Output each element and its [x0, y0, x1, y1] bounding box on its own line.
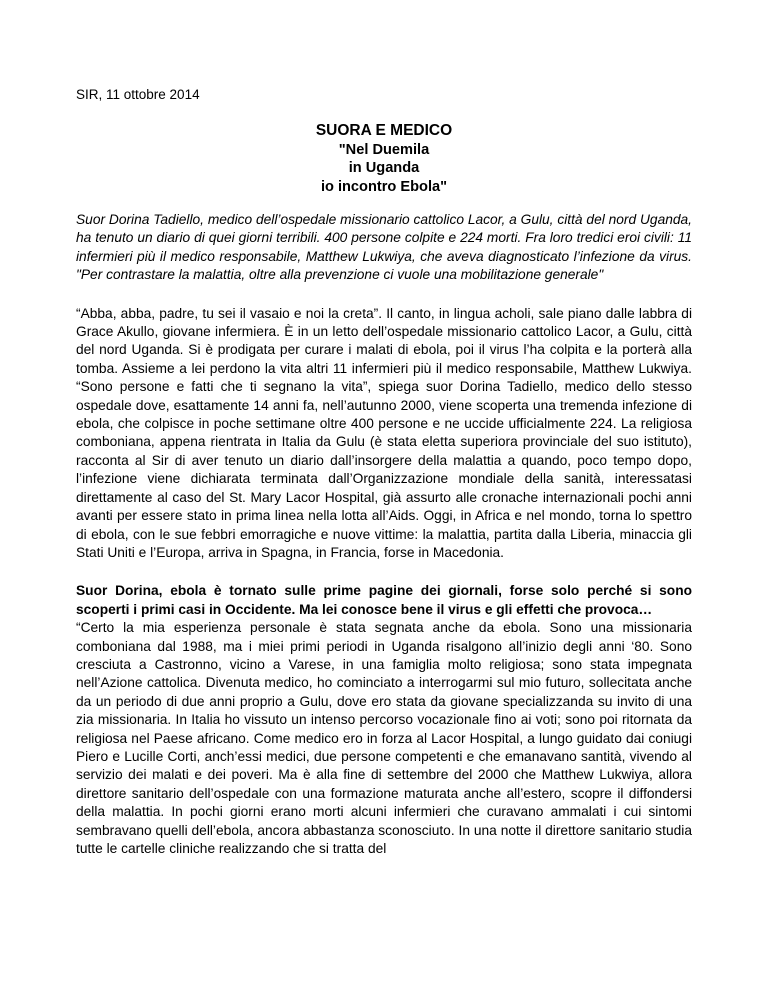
title-line-4: io incontro Ebola": [320, 178, 448, 195]
interview-answer: “Certo la mia esperienza personale è stata segnata anche da ebola. Sono una missionaria comboniana dal 1988, ma i miei primi periodi in Uganda risalgono all’inizio degli anni ‘80. Sono cresciuta a Castronno, vicino a Varese, in una famiglia molto religiosa; sono stata impegnata nell’Azione cattolica. Divenuta medico, ho cominciato a interrogarmi sul mio futuro, sollecitata anche da un periodo di due anni proprio a Gulu, dove ero stata da giovane specializzanda su invito di una zia missionaria. In Italia ho vissuto un intenso percorso vocazionale fino ai voti; sono poi ritornata da religiosa nel Paese africano. Come medico ero in forza al Lacor Hospital, a lungo guidato dai coniugi Piero e Lucille Corti, anch’essi medici, due persone competenti e che emanavano santità, vivendo al servizio dei malati e dei poveri. Ma è alla fine di settembre del 2000 che Matthew Lukwiya, allora direttore sanitario dell’ospedale con una formazione maturata anche all’estero, scopre il diffondersi della malattia. In pochi giorni erano morti alcuni infermieri che curavano ammalati i cui sintomi sembravano quelli dell’ebola, ancora abbastanza sconosciuto. In una notte il direttore sanitario studia tutte le cartelle cliniche realizzando che si tratta del: [76, 620, 692, 856]
title-line-1: SUORA E MEDICO: [315, 122, 453, 139]
title-line-2: "Nel Duemila: [338, 141, 430, 158]
document-page: [76, 86, 692, 858]
lead-paragraph: Suor Dorina Tadiello, medico dell’ospedale missionario cattolico Lacor, a Gulu, città del nord Uganda, ha tenuto un diario di quei giorni terribili. 400 persone colpite e 224 morti. Fra loro tredici eroi civili: 11 infermieri più il medico responsabile, Matthew Lukwiya, che aveva diagnosticato l’infezione da virus. "Per contrastare la malattia, oltre alla prevenzione ci vuole una mobilitazione generale": [76, 212, 692, 283]
body-paragraph: “Abba, abba, padre, tu sei il vasaio e noi la creta”. Il canto, in lingua acholi, sale piano dalle labbra di Grace Akullo, giovane infermiera. È in un letto dell’ospedale missionario cattolico Lacor, a Gulu, città del nord Uganda. Si è prodigata per curare i malati di ebola, poi il virus l’ha colpita e la porterà alla tomba. Assieme a lei perdono la vita altri 11 infermieri più il medico responsabile, Matthew Lukwiya. “Sono persone e fatti che ti segnano la vita”, spiega suor Dorina Tadiello, medico dello stesso ospedale dove, esattamente 14 anni fa, nell’autunno 2000, viene scoperta una tremenda infezione di ebola, che colpisce in poche settimane oltre 400 persone e ne uccide ufficialmente 224. La religiosa comboniana, appena rientrata in Italia da Gulu (è stata eletta superiora provinciale del suo istituto), racconta al Sir di aver tenuto un diario dall’insorgere della malattia a quando, poco tempo dopo, l’infezione viene dichiarata terminata dall’Organizzazione mondiale della sanità, interessatasi direttamente al caso del St. Mary Lacor Hospital, già assurto alle cronache internazionali pochi anni avanti per essere stato in prima linea nella lotta all’Aids. Oggi, in Africa e nel mondo, torna lo spettro di ebola, con le sue febbri emorragiche e nuove vittime: la malattia, partita dalla Liberia, minaccia gli Stati Uniti e l’Europa, arriva in Spagna, in Francia, forse in Macedonia.: [76, 305, 692, 560]
interview-question: Suor Dorina, ebola è tornato sulle prime pagine dei giornali, forse solo perché si sono scoperti i primi casi in Occidente. Ma lei conosce bene il virus e gli effetti che provoca…: [76, 583, 692, 617]
source-line: SIR, 11 ottobre 2014: [76, 87, 200, 102]
title-line-3: in Uganda: [348, 160, 420, 176]
article-title: [76, 122, 692, 196]
